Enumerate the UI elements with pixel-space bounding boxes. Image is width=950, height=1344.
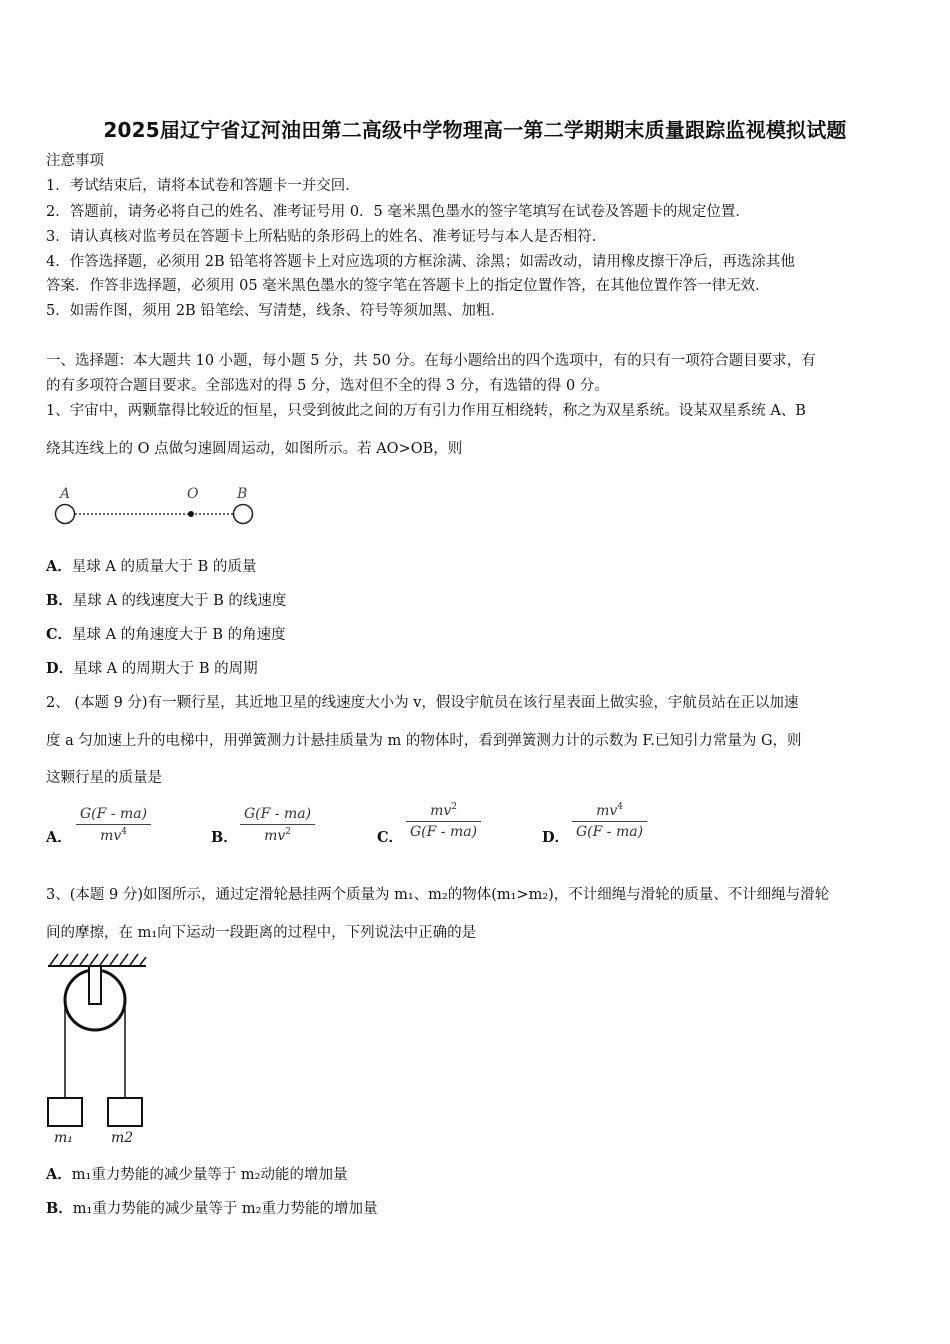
option-text: m₁重力势能的减少量等于 m₂重力势能的增加量 [72,1201,378,1217]
option-text: 星球 A 的周期大于 B 的周期 [73,661,258,677]
question-3-option-b [46,1199,908,1219]
notice-item: 答案．作答非选择题，必须用 05 毫米黑色墨水的签字笔在答题卡上的指定位置作答，在其他位置作答一律无效． [46,278,770,294]
pulley-diagram [44,950,150,1146]
fraction-denominator: G(F - ma) [576,824,644,840]
point-o-dot [188,511,194,517]
question-2-stem: 2、 (本题 9 分)有一颗行星，其近地卫星的线速度大小为 v，假设宇航员在该行星表面上做实验，宇航员站在正以加速 [46,695,799,711]
page-title: 2025届辽宁省辽河油田第二高级中学物理高一第二学期期末质量跟踪监视模拟试题 [103,118,847,142]
star-b-circle [234,505,253,524]
notice-item: 2．答题前，请务必将自己的姓名、准考证号用 0．5 毫米黑色墨水的签字笔填写在试卷及答题卡的规定位置． [46,204,750,220]
star-b-label: B [237,486,248,502]
question-3-stem: 间的摩擦，在 m₁向下运动一段距离的过程中，下列说法中正确的是 [46,925,477,941]
question-2-stem: 度 a 匀加速上升的电梯中，用弹簧测力计悬挂质量为 m 的物体时，看到弹簧测力计的示数为 F.已知引力常量为 G，则 [46,733,802,749]
section-instructions-line: 的有多项符合题目要求。全部选对的得 5 分，选对但不全的得 3 分，有选错的得 0 分。 [46,378,609,394]
q2-option-d-fraction [572,802,647,840]
q2-option-d-label: D． [542,829,570,846]
option-text: 星球 A 的质量大于 B 的质量 [71,559,257,575]
q2-option-c-fraction [406,802,481,840]
question-1-stem: 绕其连线上的 O 点做匀速圆周运动，如图所示。若 AO>OB，则 [46,441,463,457]
mass-m1-label: m₁ [54,1130,73,1146]
fraction-numerator: $mv^2$ [406,802,481,822]
question-1-option-b [46,591,908,611]
option-label: A． [46,558,72,575]
q2-option-a-label: A． [46,829,72,846]
section-instructions-line: 一、选择题：本大题共 10 小题，每小题 5 分，共 50 分。在每小题给出的四个选项中，有的只有一项符合题目要求，有 [46,353,816,369]
option-label: D． [46,660,74,677]
fraction-numerator: $mv^4$ [572,802,647,822]
mass-m2-block [108,1098,142,1126]
q2-option-b-fraction [240,806,315,844]
question-2-stem: 这颗行星的质量是 [46,770,162,786]
q2-option-c-label: C． [377,829,404,846]
fraction-numerator: G(F - ma) [240,806,315,825]
option-label: B． [46,1200,73,1217]
option-label: A． [46,1166,72,1183]
question-1-option-a [46,557,908,577]
star-a-circle [56,505,75,524]
option-text: 星球 A 的线速度大于 B 的线速度 [72,593,287,609]
binary-star-diagram [46,482,276,532]
option-label: C． [46,626,73,643]
question-3-option-a [46,1165,908,1185]
question-1-stem: 1、宇宙中，两颗靠得比较近的恒星，只受到彼此之间的万有引力作用互相绕转，称之为双星系统。设某双星系统 A、B [46,403,806,419]
mass-m1-block [48,1098,82,1126]
star-a-label: A [60,486,71,502]
question-1-option-c [46,625,908,645]
question-1-option-d [46,659,908,679]
option-text: 星球 A 的角速度大于 B 的角速度 [72,627,286,643]
fraction-denominator: $mv^2$ [264,827,291,844]
question-3-stem: 3、(本题 9 分)如图所示，通过定滑轮悬挂两个质量为 m₁、m₂的物体(m₁>m₂)，不计细绳与滑轮的质量、不计细绳与滑轮 [46,887,830,903]
notice-item: 4．作答选择题，必须用 2B 铅笔将答题卡上对应选项的方框涂满、涂黑；如需改动，请用橡皮擦干净后，再选涂其他 [46,254,795,270]
notice-item: 5．如需作图，须用 2B 铅笔绘、写清楚，线条、符号等须加黑、加粗． [46,303,505,319]
option-label: B． [46,592,73,609]
ceiling-hatch [50,954,146,965]
fraction-denominator: $mv^4$ [100,827,127,844]
q2-option-a-fraction [76,806,151,844]
notice-item: 3．请认真核对监考员在答题卡上所粘贴的条形码上的姓名、准考证号与本人是否相符． [46,229,607,245]
q2-option-b-label: B． [211,829,238,846]
pulley-bracket [89,966,101,1004]
notice-heading: 注意事项 [46,153,104,169]
option-text: m₁重力势能的减少量等于 m₂动能的增加量 [71,1167,348,1183]
point-o-label: O [187,486,199,502]
mass-m2-label: m2 [111,1130,134,1146]
fraction-denominator: G(F - ma) [410,824,478,840]
notice-item: 1．考试结束后，请将本试卷和答题卡一并交回． [46,178,360,194]
fraction-numerator: G(F - ma) [76,806,151,825]
